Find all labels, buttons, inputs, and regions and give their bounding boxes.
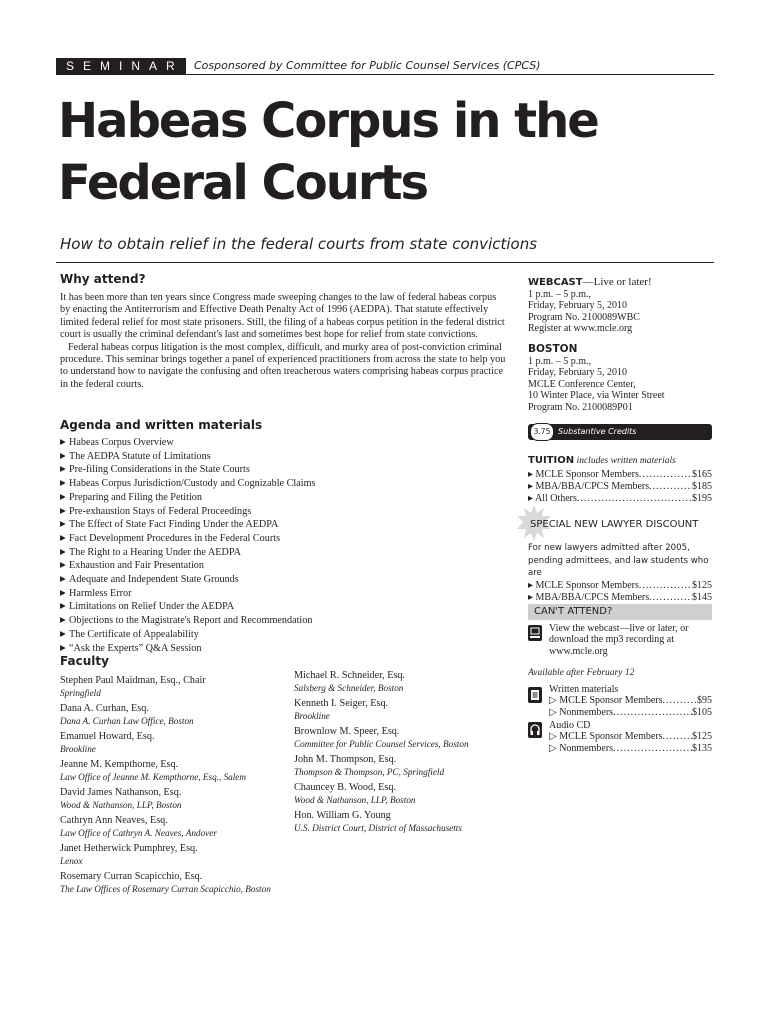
bullet-triangle-icon: ▶ (60, 491, 66, 501)
price-label: ▷ Nonmembers (549, 743, 614, 755)
price-label: ▷ MCLE Sponsor Members (549, 695, 663, 707)
cant-attend-heading: CAN'T ATTEND? (534, 606, 613, 617)
agenda-item-label: Preparing and Filing the Petition (69, 491, 202, 503)
faculty-member (60, 815, 290, 839)
faculty-name: Brownlow M. Speer, Esq. (294, 726, 400, 737)
credits-bar (528, 424, 712, 440)
agenda-item (60, 518, 506, 532)
faculty-member (294, 698, 509, 722)
why-paragraph-2: Federal habeas corpus litigation is the most complex, difficult, and murky area of post-conviction criminal procedure. This seminar brings together a panel of experienced practitioners from across the state to help you to understand how to navigate the confusing and often treacherous waters comprising habeas corpus practice in the federal courts. (60, 341, 506, 390)
agenda-item-label: Harmless Error (69, 587, 132, 599)
agenda-item (60, 628, 506, 642)
faculty-member (60, 871, 290, 895)
dot-leader (639, 469, 692, 481)
price-row (528, 493, 712, 505)
price-label: ▸ All Others (528, 493, 577, 505)
webcast-detail-line: Program No. 2100089WBC (528, 311, 640, 323)
webcast-tagline: —Live or later! (582, 276, 652, 288)
price-row (549, 743, 712, 755)
written-materials-prices (549, 695, 712, 719)
agenda-item-label: Habeas Corpus Jurisdiction/Custody and Cognizable Claims (69, 478, 316, 490)
webcast-section (528, 276, 712, 335)
faculty-column-2 (294, 670, 509, 838)
title-line-2: Federal Courts (58, 155, 428, 211)
faculty-affiliation: Salsberg & Schneider, Boston (294, 682, 404, 693)
agenda-item (60, 463, 506, 477)
boston-section (528, 343, 712, 413)
faculty-member (294, 726, 509, 750)
faculty-name: John M. Thompson, Esq. (294, 754, 397, 765)
computer-icon (528, 625, 542, 641)
faculty-member (294, 670, 509, 694)
price-value: $105 (692, 707, 712, 719)
agenda-item-label: The AEDPA Statute of Limitations (69, 450, 211, 462)
agenda-item (60, 477, 506, 491)
faculty-affiliation: Law Office of Jeanne M. Kempthorne, Esq., Salem (60, 771, 247, 782)
page-title (58, 90, 598, 214)
agenda-item-label: Habeas Corpus Overview (69, 437, 174, 448)
agenda-list (60, 436, 506, 655)
faculty-name: David James Nathanson, Esq. (60, 787, 182, 798)
faculty-name: Emanuel Howard, Esq. (60, 731, 155, 742)
audio-cd-prices (549, 731, 712, 755)
bullet-triangle-icon: ▶ (60, 546, 66, 556)
tuition-heading: TUITION (528, 455, 575, 466)
agenda-section (60, 418, 506, 655)
faculty-affiliation: Brookline (60, 743, 96, 754)
faculty-member (294, 782, 509, 806)
boston-heading: BOSTON (528, 343, 578, 355)
price-row (528, 469, 712, 481)
boston-detail-line: 1 p.m. – 5 p.m., (528, 356, 592, 367)
agenda-heading: Agenda and written materials (60, 418, 263, 432)
faculty-member (60, 731, 290, 755)
price-value: $125 (692, 731, 712, 743)
price-row (549, 731, 712, 743)
price-label: ▸ MBA/BBA/CPCS Members (528, 591, 650, 603)
faculty-name: Cathryn Ann Neaves, Esq. (60, 815, 168, 826)
faculty-affiliation: Committee for Public Counsel Services, Boston (294, 738, 469, 749)
dot-leader (613, 743, 692, 755)
faculty-member (294, 810, 509, 834)
audio-cd-section (549, 720, 712, 755)
available-date: Available after February 12 (528, 668, 635, 678)
faculty-affiliation: Wood & Nathanson, LLP, Boston (294, 794, 416, 805)
faculty-member (60, 675, 290, 699)
dot-leader (639, 580, 692, 592)
faculty-name: Chauncey B. Wood, Esq. (294, 782, 396, 793)
price-row (528, 481, 712, 493)
bullet-triangle-icon: ▶ (60, 601, 66, 611)
price-value: $165 (692, 469, 712, 481)
faculty-affiliation: Brookline (294, 710, 330, 721)
bullet-triangle-icon: ▶ (60, 437, 66, 446)
price-value: $195 (692, 493, 712, 505)
webcast-detail-line: Register at www.mcle.org (528, 323, 633, 335)
price-label: ▷ MCLE Sponsor Members (549, 731, 663, 743)
agenda-item-label: The Effect of State Fact Finding Under the AEDPA (69, 519, 279, 531)
faculty-name: Jeanne M. Kempthorne, Esq. (60, 759, 179, 770)
faculty-name: Rosemary Curran Scapicchio, Esq. (60, 871, 203, 882)
price-value: $125 (692, 579, 712, 591)
cant-attend-bar (528, 604, 712, 620)
agenda-item (60, 450, 506, 464)
dot-leader (663, 695, 697, 707)
faculty-name: Dana A. Curhan, Esq. (60, 703, 149, 714)
price-row (549, 695, 712, 707)
bullet-triangle-icon: ▶ (60, 532, 66, 542)
dot-leader (663, 731, 692, 743)
agenda-item (60, 587, 506, 601)
price-row (549, 707, 712, 719)
agenda-item (60, 573, 506, 587)
why-paragraph-1: It has been more than ten years since Congress made sweeping changes to the law of federal habeas corpus by enacting the Antiterrorism and Effective Death Penalty Act of 1996 (AEDPA). That statute effectively limited federal relief for most state prisoners. Still, the filing of a habeas corpus petition in the federal district court is usually the criminal defendant's last and sometimes best hope for relief from state convictions. (60, 292, 505, 341)
agenda-item-label: Pre-filing Considerations in the State Courts (69, 464, 250, 476)
agenda-item-label: The Certificate of Appealability (69, 628, 199, 640)
dot-leader (649, 592, 692, 604)
audio-cd-label: Audio CD (549, 720, 591, 731)
bullet-triangle-icon: ▶ (60, 464, 66, 474)
written-materials-label: Written materials (549, 684, 619, 695)
agenda-item-label: Exhaustion and Fair Presentation (69, 560, 204, 572)
agenda-item-label: Pre-exhaustion Stays of Federal Proceedings (69, 505, 252, 517)
title-line-1: Habeas Corpus in the (58, 93, 598, 149)
price-value: $185 (692, 481, 712, 493)
bullet-triangle-icon: ▶ (60, 560, 66, 570)
boston-details (528, 356, 712, 413)
bullet-triangle-icon: ▶ (60, 519, 66, 529)
tuition-section (528, 455, 712, 505)
faculty-name: Stephen Paul Maidman, Esq., Chair (60, 675, 206, 686)
faculty-affiliation: Lenox (60, 855, 83, 866)
faculty-name: Kenneth I. Seiger, Esq. (294, 698, 389, 709)
faculty-affiliation: U.S. District Court, District of Massachusetts (294, 822, 462, 833)
faculty-affiliation: Wood & Nathanson, LLP, Boston (60, 799, 182, 810)
price-row (528, 592, 712, 604)
dot-leader (613, 707, 692, 719)
faculty-affiliation: Thompson & Thompson, PC, Springfield (294, 766, 445, 777)
agenda-item-label: “Ask the Experts” Q&A Session (69, 642, 202, 654)
faculty-name: Janet Hetherwick Pumphrey, Esq. (60, 843, 198, 854)
agenda-item-label: Limitations on Relief Under the AEDPA (69, 601, 235, 613)
bullet-triangle-icon: ▶ (60, 615, 66, 625)
faculty-member (60, 787, 290, 811)
agenda-item-label: Objections to the Magistrate's Report and Recommendation (69, 615, 313, 627)
faculty-affiliation: Dana A. Curhan Law Office, Boston (60, 715, 194, 726)
boston-detail-line: MCLE Conference Center, (528, 378, 636, 390)
subtitle: How to obtain relief in the federal courts from state convictions (60, 235, 538, 253)
seminar-label: SEMINAR (56, 58, 186, 74)
agenda-item (60, 505, 506, 519)
faculty-heading: Faculty (60, 654, 109, 668)
bullet-triangle-icon: ▶ (60, 642, 66, 652)
price-value: $145 (692, 591, 712, 603)
header-bar (56, 58, 714, 75)
new-lawyer-heading-box (528, 515, 712, 535)
bullet-triangle-icon: ▶ (60, 574, 66, 584)
dot-leader (649, 481, 692, 493)
faculty-column-1 (60, 675, 290, 899)
faculty-affiliation: The Law Offices of Rosemary Curran Scapicchio, Boston (60, 883, 271, 894)
faculty-member (60, 759, 290, 783)
price-label: ▷ Nonmembers (549, 707, 614, 719)
why-attend-section (60, 272, 506, 391)
tuition-note: includes written materials (576, 456, 676, 466)
credits-label: Substantive Credits (558, 427, 637, 436)
new-lawyer-section (528, 542, 712, 604)
agenda-item-label: Fact Development Procedures in the Federal Courts (69, 532, 281, 544)
dot-leader (577, 493, 692, 505)
boston-detail-line: Program No. 2100089P01 (528, 401, 633, 413)
agenda-item-label: Adequate and Independent State Grounds (69, 574, 239, 586)
bullet-triangle-icon: ▶ (60, 450, 66, 460)
faculty-affiliation: Springfield (60, 687, 101, 698)
agenda-item (60, 559, 506, 573)
boston-detail-line: Friday, February 5, 2010 (528, 367, 628, 379)
agenda-item (60, 532, 506, 546)
agenda-item (60, 614, 506, 628)
divider (56, 262, 714, 263)
agenda-item (60, 436, 506, 450)
faculty-name: Michael R. Schneider, Esq. (294, 670, 406, 681)
cosponsor-text: Cosponsored by Committee for Public Counsel Services (CPCS) (194, 59, 541, 72)
bullet-triangle-icon: ▶ (60, 505, 66, 515)
new-lawyer-price-list (528, 580, 712, 604)
faculty-member (60, 703, 290, 727)
new-lawyer-heading: SPECIAL NEW LAWYER DISCOUNT (530, 519, 699, 530)
document-icon (528, 687, 542, 703)
faculty-name: Hon. William G. Young (294, 810, 391, 821)
bullet-triangle-icon: ▶ (60, 628, 66, 638)
webcast-detail-line: Friday, February 5, 2010 (528, 300, 628, 312)
faculty-section (60, 654, 506, 668)
faculty-member (60, 843, 290, 867)
price-value: $95 (697, 695, 712, 707)
faculty-member (294, 754, 509, 778)
price-label: ▸ MCLE Sponsor Members (528, 469, 639, 481)
price-label: ▸ MCLE Sponsor Members (528, 579, 639, 591)
agenda-item-label: The Right to a Hearing Under the AEDPA (69, 546, 241, 558)
cant-attend-text: View the webcast—live or later, or download the mp3 recording at www.mcle.org (549, 623, 689, 657)
headphones-icon (528, 722, 542, 738)
webcast-detail-line: 1 p.m. – 5 p.m., (528, 289, 592, 300)
agenda-item (60, 600, 506, 614)
tuition-price-list (528, 469, 712, 505)
faculty-affiliation: Law Office of Cathryn A. Neaves, Andover (60, 827, 217, 838)
why-attend-heading: Why attend? (60, 272, 146, 286)
boston-detail-line: 10 Winter Place, via Winter Street (528, 390, 665, 402)
written-materials-section (549, 684, 712, 719)
agenda-item (60, 491, 506, 505)
agenda-item (60, 546, 506, 560)
credits-value: 3.75 (530, 423, 554, 441)
bullet-triangle-icon: ▶ (60, 587, 66, 597)
webcast-details (528, 289, 712, 335)
price-value: $135 (692, 743, 712, 755)
webcast-heading: WEBCAST (528, 277, 583, 288)
price-label: ▸ MBA/BBA/CPCS Members (528, 481, 650, 493)
price-row (528, 580, 712, 592)
new-lawyer-text: For new lawyers admitted after 2005, pending admittees, and law students who are (528, 543, 709, 578)
bullet-triangle-icon: ▶ (60, 478, 66, 488)
